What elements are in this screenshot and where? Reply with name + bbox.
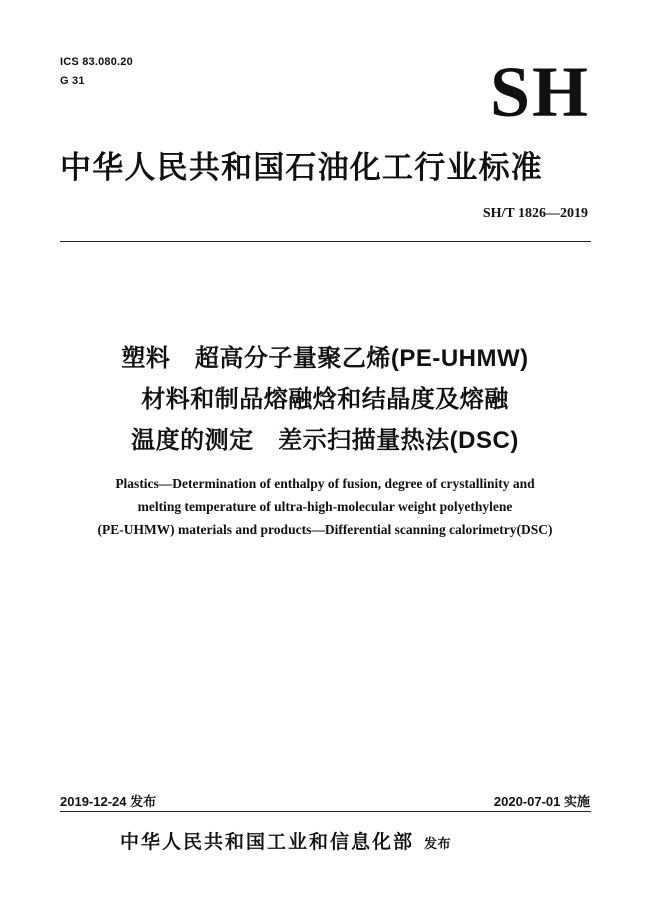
publisher-suffix: 发布 (424, 836, 452, 851)
standard-number: SH/T 1826—2019 (482, 206, 588, 221)
chinese-title-line-3: 温度的测定 差示扫描量热法(DSC) (131, 427, 519, 454)
publisher-name: 中华人民共和国工业和信息化部 (120, 832, 415, 853)
g-code: G 31 (60, 75, 85, 87)
chinese-title-line-1: 塑料 超高分子量聚乙烯(PE-UHMW) (121, 345, 529, 372)
ics-code: ICS 83.080.20 (60, 56, 133, 68)
footer-divider (60, 811, 591, 812)
english-title-line-2: melting temperature of ultra-high-molecular weight polyethylene (137, 499, 513, 514)
publisher (120, 830, 451, 857)
implementation-date: 2020-07-01 实施 (493, 794, 590, 809)
issue-date: 2019-12-24 发布 (60, 794, 157, 809)
chinese-title-line-2: 材料和制品熔融焓和结晶度及熔融 (141, 386, 509, 413)
standard-category-title: 中华人民共和国石油化工行业标准 (60, 150, 543, 185)
english-title-line-1: Plastics—Determination of enthalpy of fusion, degree of crystallinity and (115, 476, 535, 491)
sh-logo: SH (489, 52, 590, 132)
english-title-line-3: (PE-UHMW) materials and products—Differential scanning calorimetry(DSC) (97, 522, 553, 537)
header-divider (60, 241, 591, 242)
